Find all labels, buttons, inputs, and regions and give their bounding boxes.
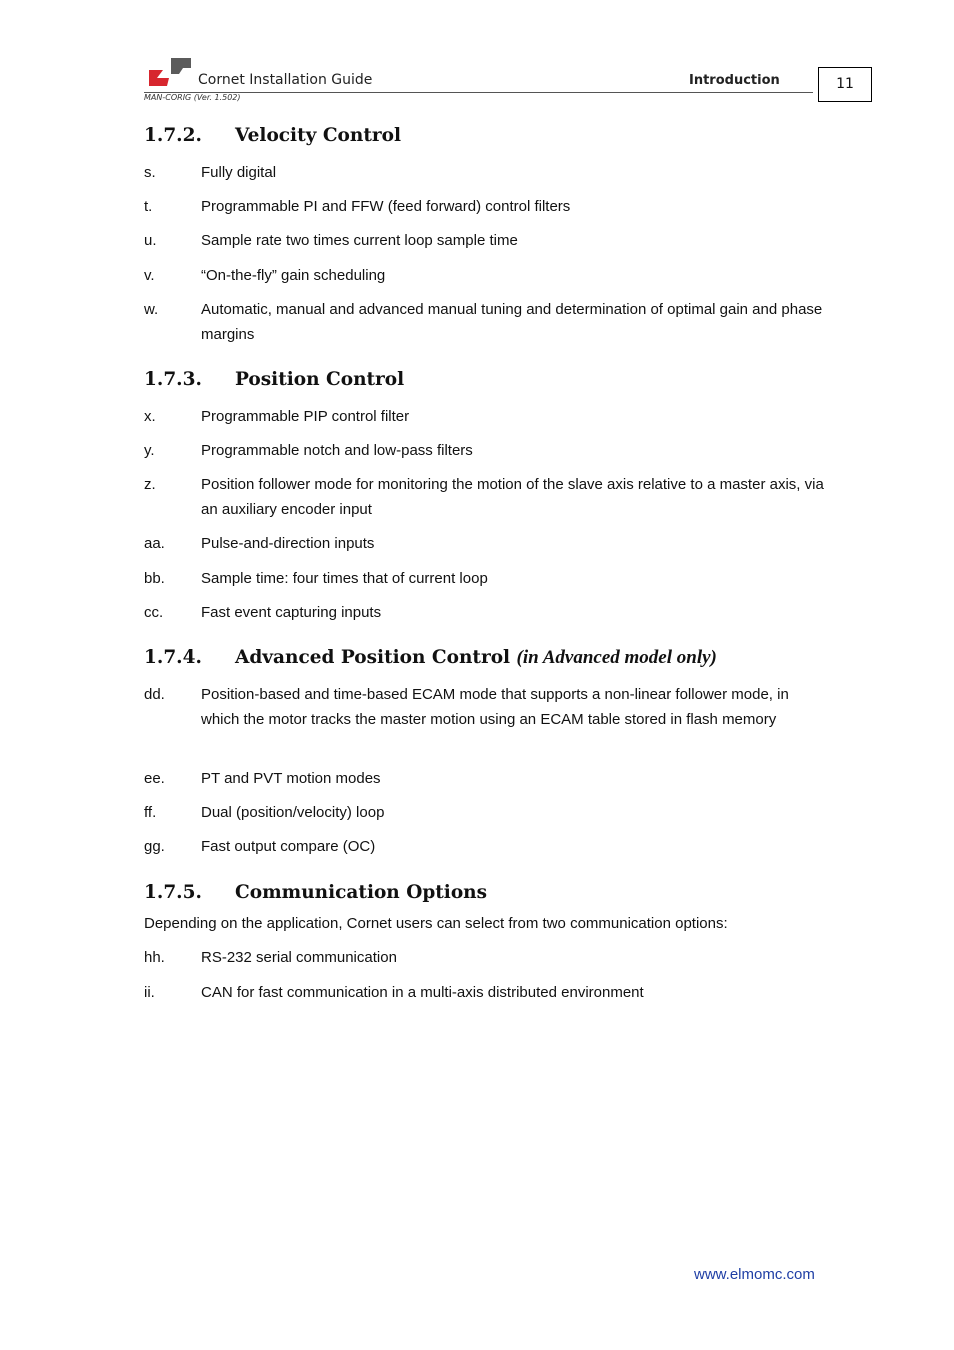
list-marker: bb. — [144, 570, 165, 587]
list-item-text: RS-232 serial communication — [201, 949, 397, 966]
section-name: Introduction — [689, 73, 780, 88]
list-marker: w. — [144, 301, 159, 318]
list-item-text: Position follower mode for monitoring the motion of the slave axis relative to a master axis, via an auxiliary encoder input — [201, 476, 824, 518]
list-item-text: Fast event capturing inputs — [201, 604, 382, 621]
list-item-text: Programmable notch and low-pass filters — [201, 442, 473, 459]
section-title: Velocity Control — [235, 125, 401, 146]
list-marker: v. — [144, 267, 155, 284]
list-marker: ee. — [144, 770, 165, 787]
list-item-text: Sample time: four times that of current loop — [201, 570, 488, 587]
list-marker: t. — [144, 198, 153, 215]
section-number: 1.7.3. — [144, 369, 202, 390]
list-marker: hh. — [144, 949, 165, 966]
list-item-text: Fast output compare (OC) — [201, 838, 376, 855]
list-marker: dd. — [144, 686, 165, 703]
list-item-text: PT and PVT motion modes — [201, 770, 381, 787]
section-number: 1.7.5. — [144, 882, 202, 903]
section-title: Advanced Position Control — [235, 647, 511, 668]
list-marker: aa. — [144, 535, 165, 552]
document-version: MAN-CORIG (Ver. 1.502) — [144, 93, 241, 102]
list-marker: x. — [144, 408, 156, 425]
list-marker: gg. — [144, 838, 165, 855]
footer-website-link[interactable]: www.elmomc.com — [694, 1266, 815, 1283]
document-title: Cornet Installation Guide — [198, 72, 373, 88]
list-marker: ff. — [144, 804, 157, 821]
list-item-text: Pulse-and-direction inputs — [201, 535, 375, 552]
list-item-text: Programmable PIP control filter — [201, 408, 410, 425]
list-item-text: “On-the-fly” gain scheduling — [201, 267, 386, 284]
list-marker: s. — [144, 164, 156, 181]
list-item-text: CAN for fast communication in a multi-axis distributed environment — [201, 984, 644, 1001]
list-marker: ii. — [144, 984, 155, 1001]
section-number: 1.7.4. — [144, 647, 202, 668]
list-item-text: Fully digital — [201, 164, 277, 181]
list-item-text: Position-based and time-based ECAM mode that supports a non-linear follower mode, in which the motor tracks the master motion using an ECAM table stored in flash memory — [201, 686, 789, 728]
list-item-text: Sample rate two times current loop sample time — [201, 232, 518, 249]
section-note: (in Advanced model only) — [516, 647, 717, 668]
list-marker: cc. — [144, 604, 164, 621]
list-marker: u. — [144, 232, 157, 249]
page-number: 11 — [818, 67, 872, 102]
section-intro: Depending on the application, Cornet users can select from two communication options: — [144, 915, 728, 932]
elmo-logo — [149, 58, 191, 88]
section-number: 1.7.2. — [144, 125, 202, 146]
list-marker: z. — [144, 476, 156, 493]
list-item-text: Automatic, manual and advanced manual tuning and determination of optimal gain and phase margins — [201, 301, 823, 343]
section-title: Communication Options — [235, 882, 488, 903]
list-marker: y. — [144, 442, 155, 459]
list-item-text: Programmable PI and FFW (feed forward) control filters — [201, 198, 571, 215]
list-item-text: Dual (position/velocity) loop — [201, 804, 385, 821]
section-title: Position Control — [235, 369, 405, 390]
header-divider — [144, 92, 813, 93]
section-title-group — [235, 647, 717, 669]
